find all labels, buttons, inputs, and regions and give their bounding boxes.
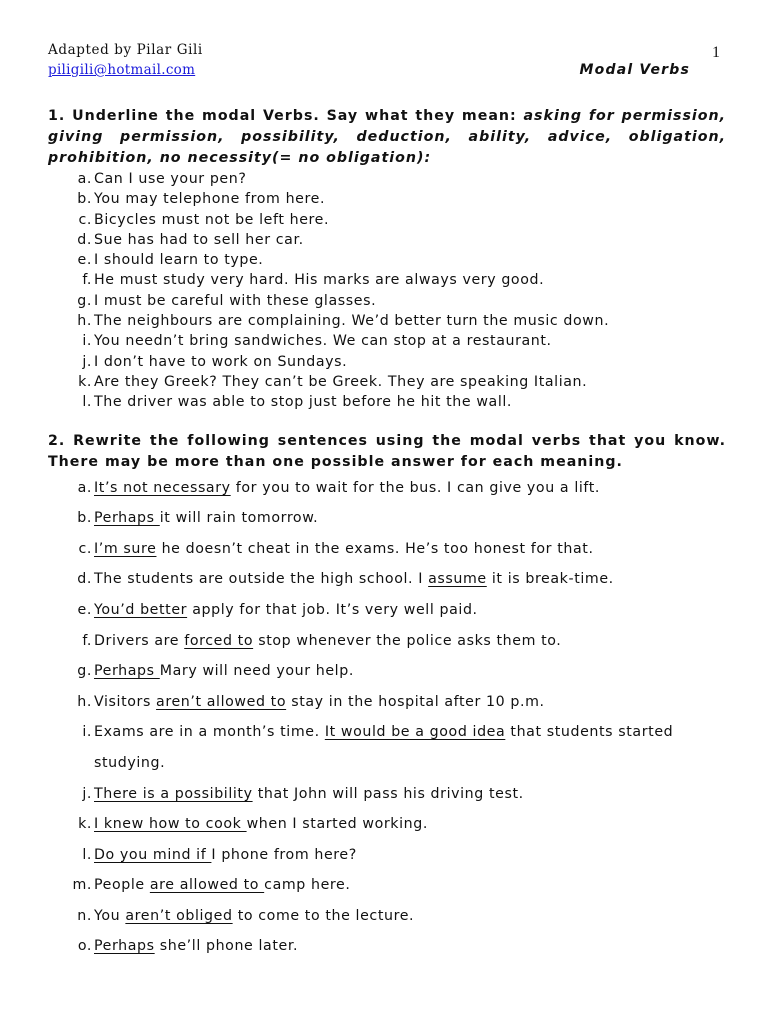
underlined-phrase: are allowed to bbox=[149, 877, 265, 894]
item-text: You needn’t bring sandwiches. We can stop at a restaurant. bbox=[94, 333, 552, 350]
sentence-after: stop whenever the police asks them to. bbox=[253, 632, 562, 649]
item-marker: j. bbox=[82, 353, 92, 370]
underlined-phrase: assume bbox=[428, 571, 487, 588]
author-email-link[interactable]: piligili@hotmail.com bbox=[48, 62, 196, 78]
item-marker: c. bbox=[78, 211, 92, 228]
sentence-before: Drivers are bbox=[94, 632, 185, 649]
item-text: The neighbours are complaining. We’d better turn the music down. bbox=[94, 313, 610, 330]
item-text: Bicycles must not be left here. bbox=[94, 211, 330, 228]
list-item bbox=[48, 291, 726, 311]
list-item bbox=[48, 250, 726, 270]
exercise-1-instruction: 1. Underline the modal Verbs. Say what they mean: bbox=[48, 108, 524, 124]
item-marker: g. bbox=[77, 292, 92, 309]
underlined-phrase: It’s not necessary bbox=[94, 479, 231, 496]
list-item bbox=[48, 809, 726, 840]
sentence-after: stay in the hospital after 10 p.m. bbox=[286, 693, 545, 710]
page-title: Modal Verbs bbox=[579, 62, 690, 78]
sentence-after: when I started working. bbox=[246, 816, 428, 833]
item-text: You may telephone from here. bbox=[94, 191, 326, 208]
underlined-phrase: Perhaps bbox=[94, 663, 160, 680]
list-item bbox=[48, 392, 726, 412]
item-marker: d. bbox=[77, 231, 92, 248]
underlined-phrase: I knew how to cook bbox=[94, 816, 247, 833]
page-number: 1 bbox=[712, 44, 720, 61]
sentence-after: that John will pass his driving test. bbox=[252, 785, 524, 802]
item-marker: n. bbox=[77, 907, 92, 924]
item-sentence bbox=[94, 809, 428, 840]
list-item bbox=[48, 626, 726, 657]
item-sentence bbox=[94, 626, 561, 657]
list-item bbox=[48, 331, 726, 351]
exercise-1-categories: asking for permission, giving permission, possibility, deduction, ability, advice, obligation, prohibition, no necessity(= no obligation): bbox=[48, 108, 726, 166]
item-sentence bbox=[94, 717, 726, 778]
list-item bbox=[48, 901, 726, 932]
sentence-after: to come to the lecture. bbox=[232, 907, 415, 924]
sentence-after: it will rain tomorrow. bbox=[159, 510, 319, 527]
sentence-before: Visitors bbox=[94, 693, 157, 710]
list-item bbox=[48, 931, 726, 962]
item-marker: h. bbox=[77, 693, 92, 710]
item-marker: i. bbox=[82, 724, 92, 741]
item-sentence bbox=[94, 595, 478, 626]
underlined-phrase: Do you mind if bbox=[94, 846, 212, 863]
underlined-phrase: aren’t allowed to bbox=[156, 693, 287, 710]
list-item bbox=[48, 372, 726, 392]
item-marker: a. bbox=[77, 479, 92, 496]
list-item bbox=[48, 230, 726, 250]
underlined-phrase: forced to bbox=[184, 632, 254, 649]
underlined-phrase: Perhaps bbox=[94, 938, 155, 955]
list-item bbox=[48, 503, 726, 534]
sentence-after: apply for that job. It’s very well paid. bbox=[187, 601, 478, 618]
underlined-phrase: aren’t obliged bbox=[125, 907, 233, 924]
item-marker: i. bbox=[82, 333, 92, 350]
item-marker: h. bbox=[77, 313, 92, 330]
list-item bbox=[48, 270, 726, 290]
item-sentence bbox=[94, 931, 298, 962]
sentence-before: Exams are in a month’s time. bbox=[94, 724, 325, 741]
item-sentence bbox=[94, 473, 600, 504]
list-item bbox=[48, 840, 726, 871]
item-marker: k. bbox=[78, 816, 92, 833]
item-marker: k. bbox=[78, 373, 92, 390]
list-item bbox=[48, 717, 726, 778]
sentence-after: for you to wait for the bus. I can give you a lift. bbox=[230, 479, 601, 496]
item-text: Can I use your pen? bbox=[94, 171, 247, 187]
item-marker: b. bbox=[77, 191, 92, 208]
item-sentence bbox=[94, 901, 414, 932]
underlined-phrase: You’d better bbox=[94, 601, 188, 618]
item-text: I must be careful with these glasses. bbox=[94, 292, 377, 309]
exercise-1-heading bbox=[48, 106, 726, 169]
item-text: I should learn to type. bbox=[94, 252, 264, 269]
item-marker: l. bbox=[82, 394, 92, 411]
sentence-before: People bbox=[94, 877, 150, 894]
item-marker: g. bbox=[77, 663, 92, 680]
list-item bbox=[48, 189, 726, 209]
list-item bbox=[48, 473, 726, 504]
list-item bbox=[48, 311, 726, 331]
sentence-after: I phone from here? bbox=[211, 846, 357, 863]
item-marker: j. bbox=[82, 785, 92, 802]
item-text: I don’t have to work on Sundays. bbox=[94, 353, 348, 370]
item-marker: e. bbox=[77, 601, 92, 618]
sentence-before: You bbox=[94, 907, 126, 924]
item-marker: c. bbox=[78, 540, 92, 557]
item-sentence bbox=[94, 564, 614, 595]
item-marker: b. bbox=[77, 510, 92, 527]
page-header bbox=[48, 40, 726, 102]
item-marker: o. bbox=[77, 938, 92, 955]
item-marker: e. bbox=[77, 252, 92, 269]
list-item bbox=[48, 595, 726, 626]
exercise-2-heading: 2. Rewrite the following sentences using the modal verbs that you know. There may be more than one possible answer for each meaning. bbox=[48, 432, 726, 470]
list-item bbox=[48, 169, 726, 189]
list-item bbox=[48, 779, 726, 810]
item-marker: l. bbox=[82, 846, 92, 863]
item-marker: f. bbox=[82, 272, 92, 289]
author-credit: Adapted by Pilar Gili bbox=[48, 42, 203, 58]
underlined-phrase: There is a possibility bbox=[94, 785, 253, 802]
sentence-before: The students are outside the high school. I bbox=[94, 571, 429, 588]
item-text: Sue has had to sell her car. bbox=[94, 231, 304, 248]
item-marker: a. bbox=[77, 171, 92, 187]
list-item bbox=[48, 870, 726, 901]
item-sentence bbox=[94, 840, 357, 871]
list-item bbox=[48, 210, 726, 230]
sentence-after: that students started studying. bbox=[94, 724, 674, 771]
list-item bbox=[48, 656, 726, 687]
sentence-after: Mary will need your help. bbox=[159, 663, 354, 680]
list-item bbox=[48, 687, 726, 718]
item-sentence bbox=[94, 534, 594, 565]
underlined-phrase: I’m sure bbox=[94, 540, 157, 557]
sentence-after: she’ll phone later. bbox=[154, 938, 299, 955]
item-sentence bbox=[94, 870, 350, 901]
item-text: He must study very hard. His marks are always very good. bbox=[94, 272, 545, 289]
sentence-after: he doesn’t cheat in the exams. He’s too honest for that. bbox=[156, 540, 594, 557]
item-marker: f. bbox=[82, 632, 92, 649]
list-item bbox=[48, 564, 726, 595]
item-text: Are they Greek? They can’t be Greek. They are speaking Italian. bbox=[94, 373, 588, 390]
item-sentence bbox=[94, 779, 524, 810]
exercise-2-list bbox=[48, 473, 726, 963]
item-sentence bbox=[94, 687, 545, 718]
item-marker: d. bbox=[77, 571, 92, 588]
underlined-phrase: It would be a good idea bbox=[324, 724, 506, 741]
item-sentence bbox=[94, 503, 318, 534]
item-sentence bbox=[94, 656, 354, 687]
item-text: The driver was able to stop just before he hit the wall. bbox=[94, 394, 513, 411]
list-item bbox=[48, 534, 726, 565]
item-marker: m. bbox=[72, 877, 92, 894]
underlined-phrase: Perhaps bbox=[94, 510, 160, 527]
sentence-after: camp here. bbox=[264, 877, 351, 894]
list-item bbox=[48, 352, 726, 372]
sentence-after: it is break-time. bbox=[486, 571, 614, 588]
exercise-1-list bbox=[48, 169, 726, 413]
